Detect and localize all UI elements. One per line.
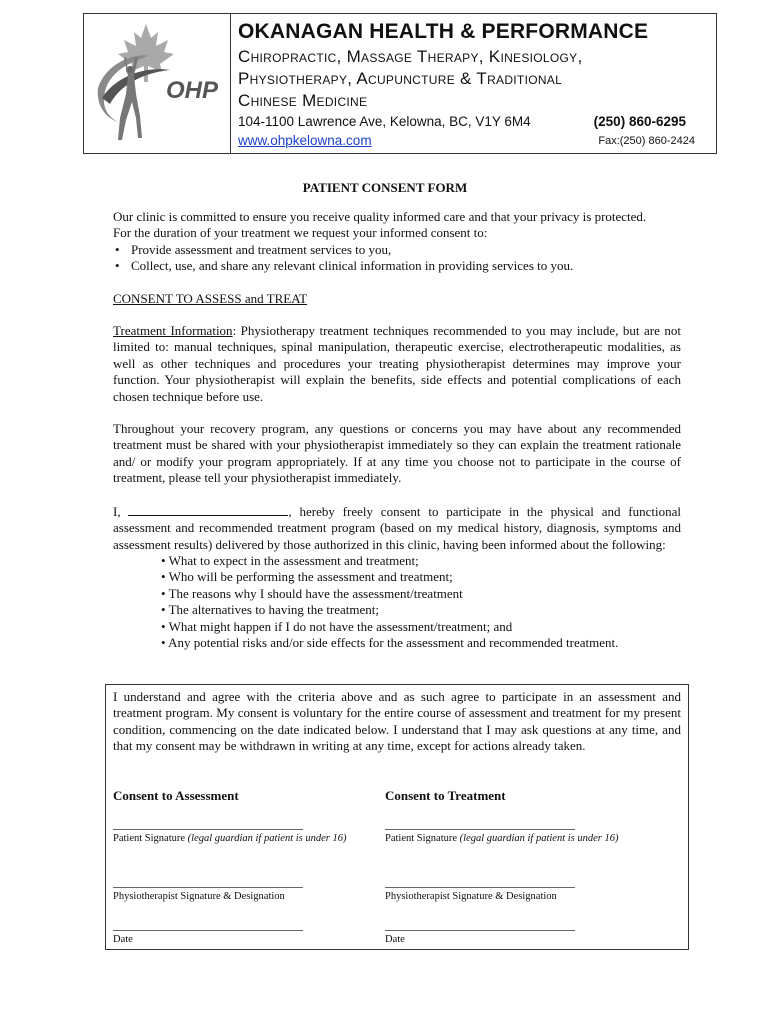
list-item: • Collect, use, and share any relevant clinical information in providing services to you. [113, 258, 681, 274]
treatment-heading: Consent to Treatment [385, 788, 506, 803]
form-title: PATIENT CONSENT FORM [302, 180, 468, 195]
treatment-info-label: Treatment Information [113, 323, 233, 339]
treatment-info-paragraph [113, 323, 681, 405]
list-item: • The alternatives to having the treatment; [161, 602, 380, 618]
treatment-info-text: : Physiotherapy treatment techniques recommended to you may include, but are not limited to: manual techniques, spinal manipulation, therapeutic exercise, electrotherapeutic modalities, as well as other techniques and procedures your treating physiotherapist determines may improve your function. Your physiotherapist will explain the benefits, side effects and potential complications of each chosen technique before use. [113, 323, 681, 404]
services-list [238, 46, 708, 112]
physio-signature-line[interactable] [385, 887, 575, 888]
ohp-logo-icon [88, 18, 228, 148]
list-item: • What might happen if I do not have the assessment/treatment; and [161, 618, 513, 634]
intro-line: For the duration of your treatment we request your informed consent to: [113, 225, 488, 241]
logo [84, 14, 231, 153]
list-item: • Provide assessment and treatment services to you, [113, 242, 681, 258]
intro-bullets [113, 242, 681, 275]
consent-statement [113, 503, 681, 553]
date-line[interactable] [113, 930, 303, 931]
section-heading: CONSENT TO ASSESS and TREAT [113, 290, 308, 306]
patient-signature-label: Patient Signature (legal guardian if patient is under 16) [113, 833, 347, 844]
form-body [113, 209, 681, 651]
physio-signature-label: Physiotherapist Signature & Designation [113, 891, 285, 902]
svg-text:OHP: OHP [166, 77, 219, 104]
consent-text: , hereby freely consent to participate in the physical and functional assessment and recommended treatment program (based on my medical history, diagnosis, symptoms and assessment results) delivered by those authorized in this clinic, having been informed about the following: [113, 503, 682, 552]
patient-signature-line[interactable] [385, 829, 575, 830]
clinic-fax: Fax:(250) 860-2424 [598, 135, 695, 147]
clinic-address: 104-1100 Lawrence Ave, Kelowna, BC, V1Y 6M4 [238, 114, 531, 129]
clinic-phone: (250) 860-6295 [593, 114, 686, 129]
services-line: Physiotherapy, Acupuncture & Traditional [238, 69, 563, 88]
clinic-name: OKANAGAN HEALTH & PERFORMANCE [238, 20, 649, 43]
date-label: Date [113, 934, 133, 945]
list-item: • Any potential risks and/or side effects for the assessment and recommended treatment. [161, 634, 619, 650]
assessment-heading: Consent to Assessment [113, 788, 239, 803]
list-item: • The reasons why I should have the assessment/treatment [161, 585, 463, 601]
list-item: • What to expect in the assessment and treatment; [161, 552, 419, 568]
list-item: • Who will be performing the assessment and treatment; [161, 569, 453, 585]
date-line[interactable] [385, 930, 575, 931]
physio-signature-label: Physiotherapist Signature & Designation [385, 891, 557, 902]
services-line: Chinese Medicine [238, 91, 368, 110]
website-link[interactable]: www.ohpkelowna.com [238, 133, 372, 148]
informed-items [113, 553, 681, 651]
date-label: Date [385, 934, 405, 945]
intro-line: Our clinic is committed to ensure you receive quality informed care and that your privacy is protected. [113, 209, 647, 224]
consent-prefix: I, [113, 503, 121, 519]
letterhead [83, 13, 717, 154]
recovery-paragraph: Throughout your recovery program, any questions or concerns you may have about any recommended treatment must be shared with your physiotherapist immediately so they can explain the treatment rationale and/ or modify your program appropriately. If at any time you choose not to participate in the course of treatment, please tell your physiotherapist immediately. [113, 421, 681, 486]
patient-signature-line[interactable] [113, 829, 303, 830]
patient-name-field[interactable] [128, 503, 288, 516]
agreement-text: I understand and agree with the criteria above and as such agree to participate in an assessment and treatment program. My consent is voluntary for the entire course of assessment and treatment for my present condition, commencing on the date indicated below. I understand that I may ask questions at any time, and that my consent may be withdrawn in writing at any time, except for actions already taken. [113, 689, 681, 754]
services-line: Chiropractic, Massage Therapy, Kinesiology, [238, 47, 583, 66]
consent-box [105, 684, 689, 950]
patient-signature-label: Patient Signature (legal guardian if patient is under 16) [385, 833, 619, 844]
physio-signature-line[interactable] [113, 887, 303, 888]
